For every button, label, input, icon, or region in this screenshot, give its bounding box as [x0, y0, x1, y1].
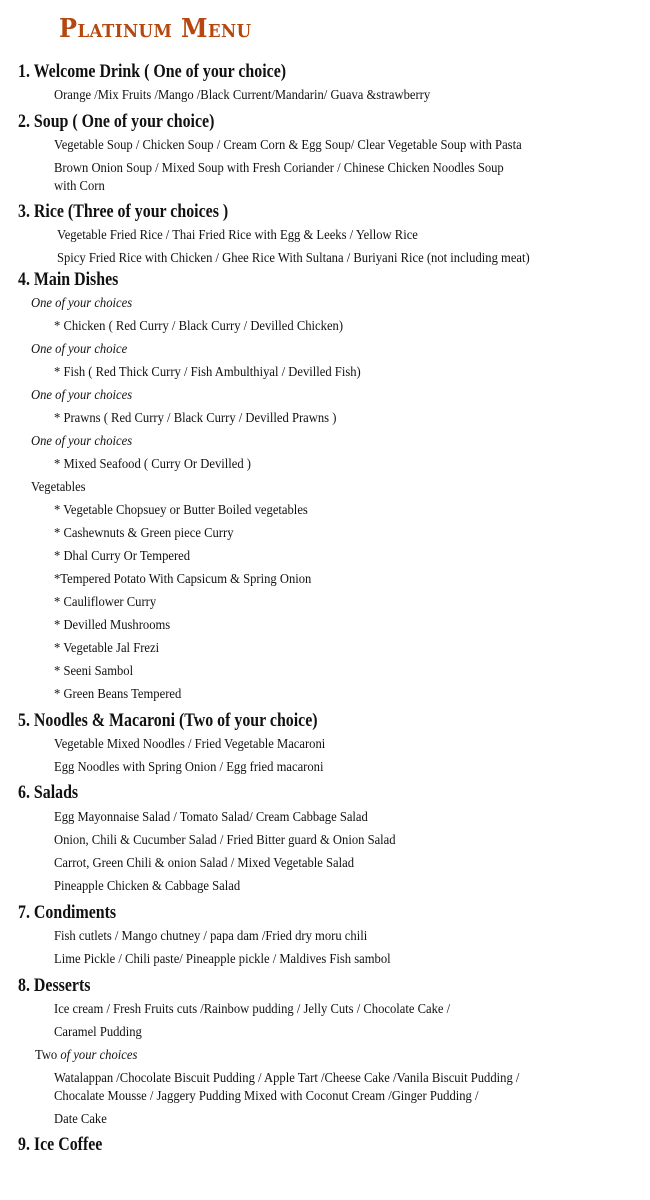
- section-heading-welcome-drink: 1. Welcome Drink ( One of your choice): [18, 62, 287, 82]
- main-dish-prawns: * Prawns ( Red Curry / Black Curry / Devilled Prawns ): [54, 411, 337, 426]
- vegetable-item: *Tempered Potato With Capsicum & Spring Onion: [54, 572, 312, 587]
- section-heading-rice: 3. Rice (Three of your choices ): [18, 202, 229, 222]
- vegetable-item: * Seeni Sambol: [54, 664, 134, 679]
- condiments-options-line: Lime Pickle / Chili paste/ Pineapple pickle / Maldives Fish sambol: [54, 952, 391, 967]
- section-heading-condiments: 7. Condiments: [18, 903, 117, 923]
- desserts-options-line: Ice cream / Fresh Fruits cuts /Rainbow pudding / Jelly Cuts / Chocolate Cake /: [54, 1002, 451, 1017]
- soup-options-line-2: Brown Onion Soup / Mixed Soup with Fresh Coriander / Chinese Chicken Noodles Soup: [54, 161, 504, 176]
- choice-label-chicken: One of your choices: [31, 296, 133, 311]
- vegetable-item: * Green Beans Tempered: [54, 687, 182, 702]
- noodles-options-line-2: Egg Noodles with Spring Onion / Egg fried macaroni: [54, 760, 324, 775]
- soup-options-line-3: with Corn: [54, 179, 105, 194]
- choice-label-prawns: One of your choices: [31, 388, 133, 403]
- choice-label-italic: of your choices: [60, 1048, 138, 1063]
- main-dish-chicken: * Chicken ( Red Curry / Black Curry / Devilled Chicken): [54, 319, 344, 334]
- vegetable-item: * Cauliflower Curry: [54, 595, 157, 610]
- vegetable-item: * Cashewnuts & Green piece Curry: [54, 526, 234, 541]
- choice-label-plain: Two: [35, 1048, 61, 1063]
- rice-options-line-2: Spicy Fried Rice with Chicken / Ghee Rice With Sultana / Buriyani Rice (not including meat): [57, 251, 530, 266]
- main-dish-fish: * Fish ( Red Thick Curry / Fish Ambulthiyal / Devilled Fish): [54, 365, 361, 380]
- desserts-options-line: Watalappan /Chocolate Biscuit Pudding / Apple Tart /Cheese Cake /Vanila Biscuit Pudding /: [54, 1071, 520, 1086]
- vegetable-item: * Dhal Curry Or Tempered: [54, 549, 191, 564]
- section-heading-salads: 6. Salads: [18, 783, 79, 803]
- vegetable-item: * Devilled Mushrooms: [54, 618, 171, 633]
- salad-options-line: Pineapple Chicken & Cabbage Salad: [54, 879, 241, 894]
- welcome-drink-options: Orange /Mix Fruits /Mango /Black Current/Mandarin/ Guava &strawberry: [54, 88, 431, 103]
- choice-label-fish: One of your choice: [31, 342, 128, 357]
- choice-label-seafood: One of your choices: [31, 434, 133, 449]
- salad-options-line: Onion, Chili & Cucumber Salad / Fried Bitter guard & Onion Salad: [54, 833, 396, 848]
- desserts-choice-label: [35, 1048, 137, 1064]
- condiments-options-line: Fish cutlets / Mango chutney / papa dam /Fried dry moru chili: [54, 929, 368, 944]
- main-dish-seafood: * Mixed Seafood ( Curry Or Devilled ): [54, 457, 252, 472]
- desserts-options-line: Chocalate Mousse / Jaggery Pudding Mixed with Coconut Cream /Ginger Pudding /: [54, 1089, 479, 1104]
- salad-options-line: Egg Mayonnaise Salad / Tomato Salad/ Cream Cabbage Salad: [54, 810, 368, 825]
- rice-options-line-1: Vegetable Fried Rice / Thai Fried Rice with Egg & Leeks / Yellow Rice: [57, 228, 418, 243]
- vegetables-label: Vegetables: [31, 480, 86, 495]
- section-heading-noodles: 5. Noodles & Macaroni (Two of your choice): [18, 711, 318, 731]
- desserts-options-line: Date Cake: [54, 1112, 107, 1127]
- desserts-options-line: Caramel Pudding: [54, 1025, 142, 1040]
- section-heading-main-dishes: 4. Main Dishes: [18, 270, 119, 290]
- vegetable-item: * Vegetable Chopsuey or Butter Boiled vegetables: [54, 503, 308, 518]
- salad-options-line: Carrot, Green Chili & onion Salad / Mixed Vegetable Salad: [54, 856, 355, 871]
- vegetable-item: * Vegetable Jal Frezi: [54, 641, 160, 656]
- section-heading-ice-coffee: 9. Ice Coffee: [18, 1135, 103, 1155]
- section-heading-soup: 2. Soup ( One of your choice): [18, 112, 215, 132]
- soup-options-line-1: Vegetable Soup / Chicken Soup / Cream Corn & Egg Soup/ Clear Vegetable Soup with Pasta: [54, 138, 522, 153]
- section-heading-desserts: 8. Desserts: [18, 976, 91, 996]
- noodles-options-line-1: Vegetable Mixed Noodles / Fried Vegetable Macaroni: [54, 737, 326, 752]
- menu-title: Platinum Menu: [59, 14, 252, 44]
